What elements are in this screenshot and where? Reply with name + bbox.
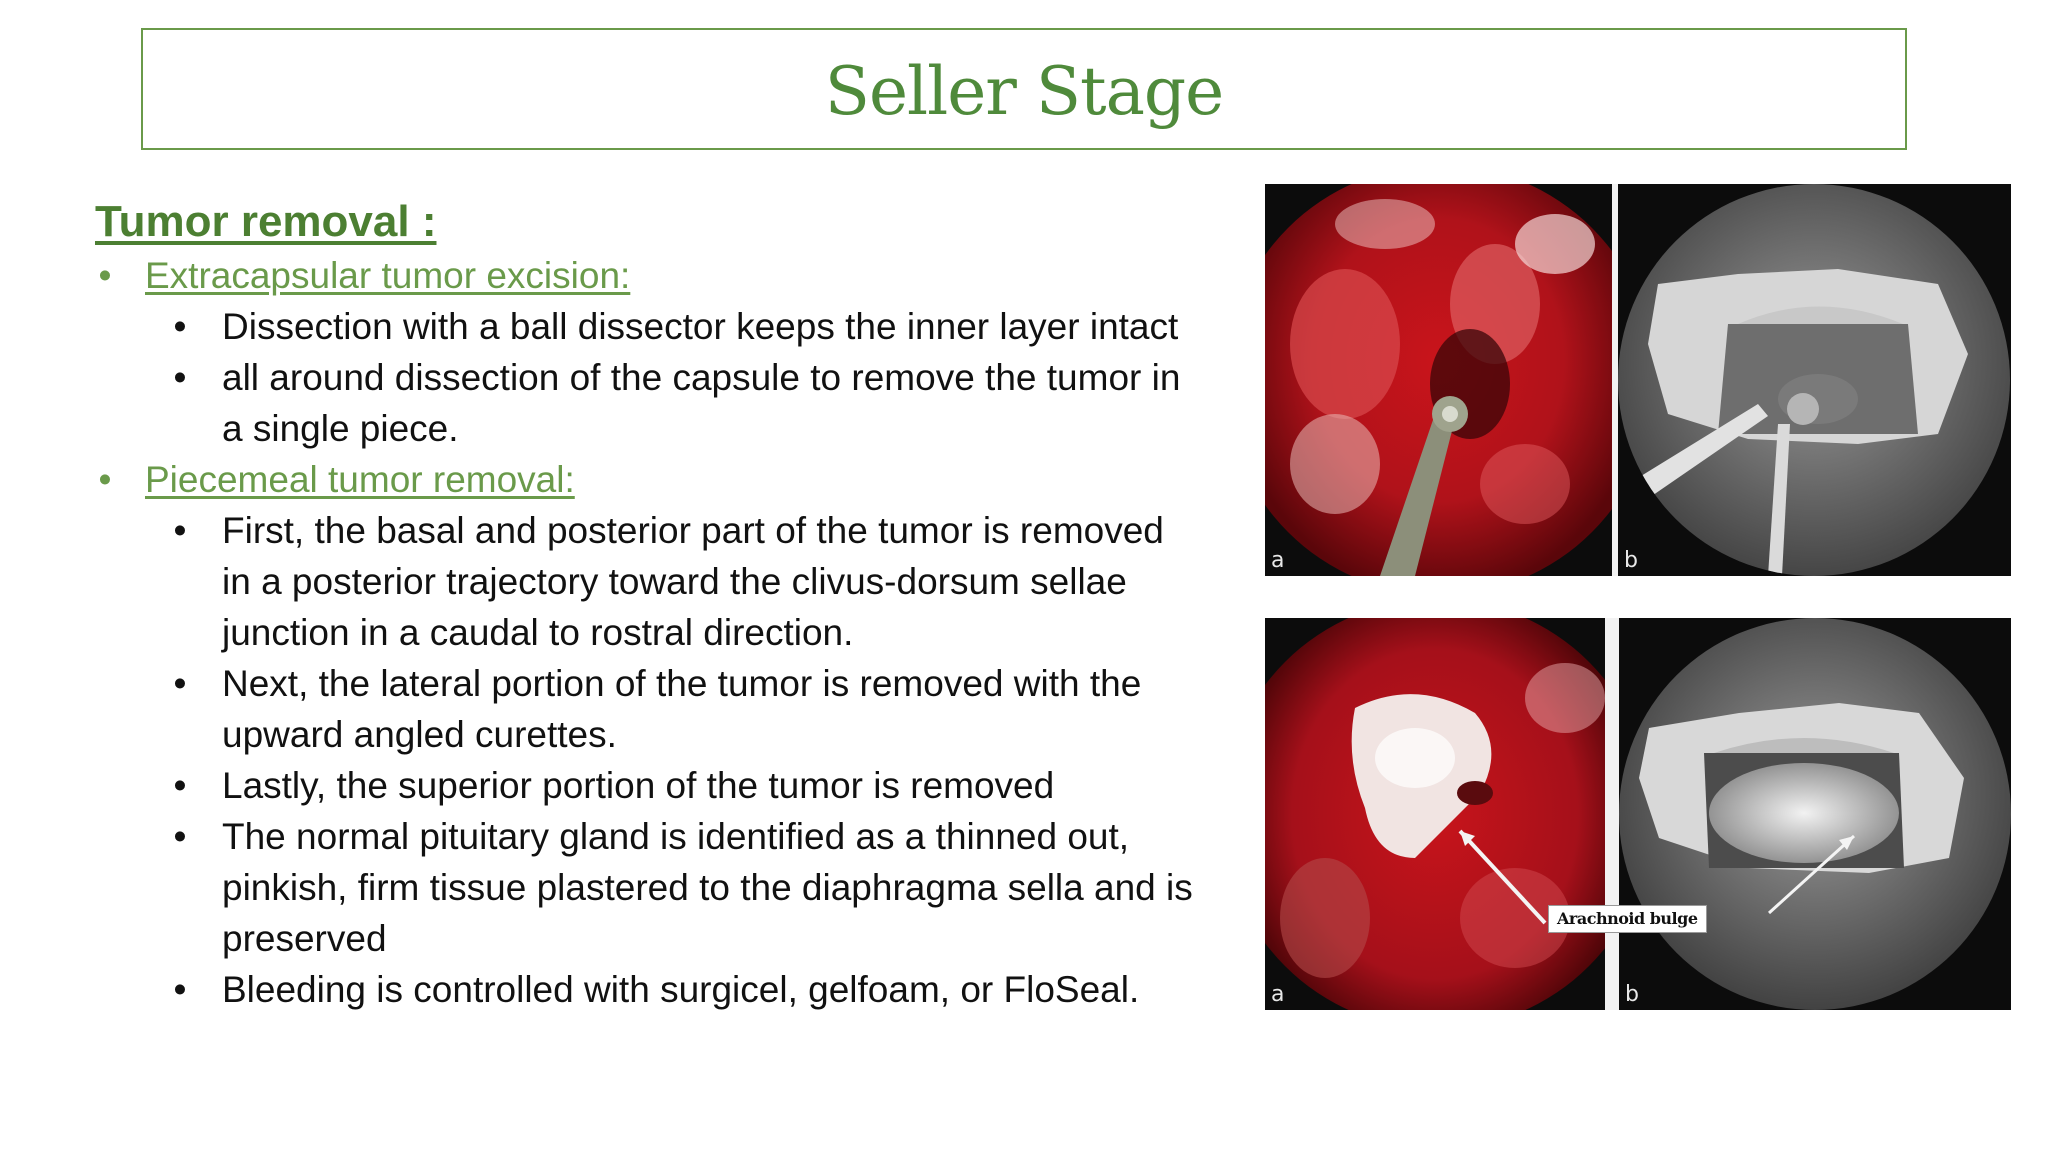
list-item-text: junction in a caudal to rostral direction. [222, 612, 854, 653]
outline-section [95, 454, 1255, 1015]
list-item-text: a single piece. [222, 408, 459, 449]
list-item-text: all around dissection of the capsule to remove the tumor in [222, 357, 1181, 398]
panel-label-b: b [1625, 982, 1639, 1007]
figure-divider [1605, 618, 1619, 1010]
outline-section [95, 250, 1255, 454]
bullet-icon: • [98, 459, 112, 500]
endoscopic-photo [1265, 184, 1612, 576]
bullet-icon: • [98, 255, 112, 296]
bullet-icon: • [173, 510, 187, 551]
section-label: Piecemeal tumor removal: [145, 459, 575, 500]
bullet-icon: • [173, 306, 187, 347]
list-item [145, 352, 1255, 454]
schematic-illustration [1618, 184, 2011, 576]
bullet-icon: • [173, 357, 187, 398]
slide-title: Seller Stage [824, 53, 1224, 130]
bullet-icon: • [173, 765, 187, 806]
list-item [145, 760, 1255, 811]
list-item [145, 964, 1255, 1015]
panel-label-a: a [1271, 548, 1285, 573]
list-item-text: First, the basal and posterior part of the tumor is removed [222, 510, 1164, 551]
sub-list [145, 505, 1255, 1015]
illustration-panel [1619, 618, 2011, 1010]
endoscopic-photo [1265, 618, 1605, 1010]
panel-label-b: b [1624, 548, 1638, 573]
list-item-text: preserved [222, 918, 387, 959]
bullet-icon: • [173, 663, 187, 704]
endoscopic-photo-panel [1265, 618, 1605, 1010]
outline-list [95, 250, 1255, 1015]
figure-bottom [1265, 618, 2011, 1010]
list-item-text: Bleeding is controlled with surgicel, gelfoam, or FloSeal. [222, 969, 1140, 1010]
bullet-icon: • [173, 816, 187, 857]
list-item [145, 301, 1255, 352]
list-item-text: Dissection with a ball dissector keeps the inner layer intact [222, 306, 1179, 347]
list-item-text: upward angled curettes. [222, 714, 617, 755]
section-row [98, 454, 1255, 505]
figure-top [1265, 184, 2011, 576]
panel-label-a: a [1271, 982, 1285, 1007]
list-item [145, 811, 1255, 964]
section-label: Extracapsular tumor excision: [145, 255, 631, 296]
bullet-icon: • [173, 969, 187, 1010]
sub-list [145, 301, 1255, 454]
arachnoid-bulge-callout: Arachnoid bulge [1548, 905, 1707, 933]
section-row [98, 250, 1255, 301]
schematic-illustration [1619, 618, 2011, 1010]
endoscopic-photo-panel [1265, 184, 1612, 576]
section-heading: Tumor removal : [95, 197, 437, 246]
list-item-text: The normal pituitary gland is identified as a thinned out, [222, 816, 1130, 857]
list-item [145, 658, 1255, 760]
illustration-panel [1618, 184, 2011, 576]
slide-content [95, 194, 1255, 1015]
list-item-text: pinkish, firm tissue plastered to the diaphragma sella and is [222, 867, 1193, 908]
title-box [141, 28, 1907, 150]
list-item [145, 505, 1255, 658]
list-item-text: Lastly, the superior portion of the tumor is removed [222, 765, 1055, 806]
list-item-text: Next, the lateral portion of the tumor is removed with the [222, 663, 1142, 704]
list-item-text: in a posterior trajectory toward the clivus-dorsum sellae [222, 561, 1127, 602]
